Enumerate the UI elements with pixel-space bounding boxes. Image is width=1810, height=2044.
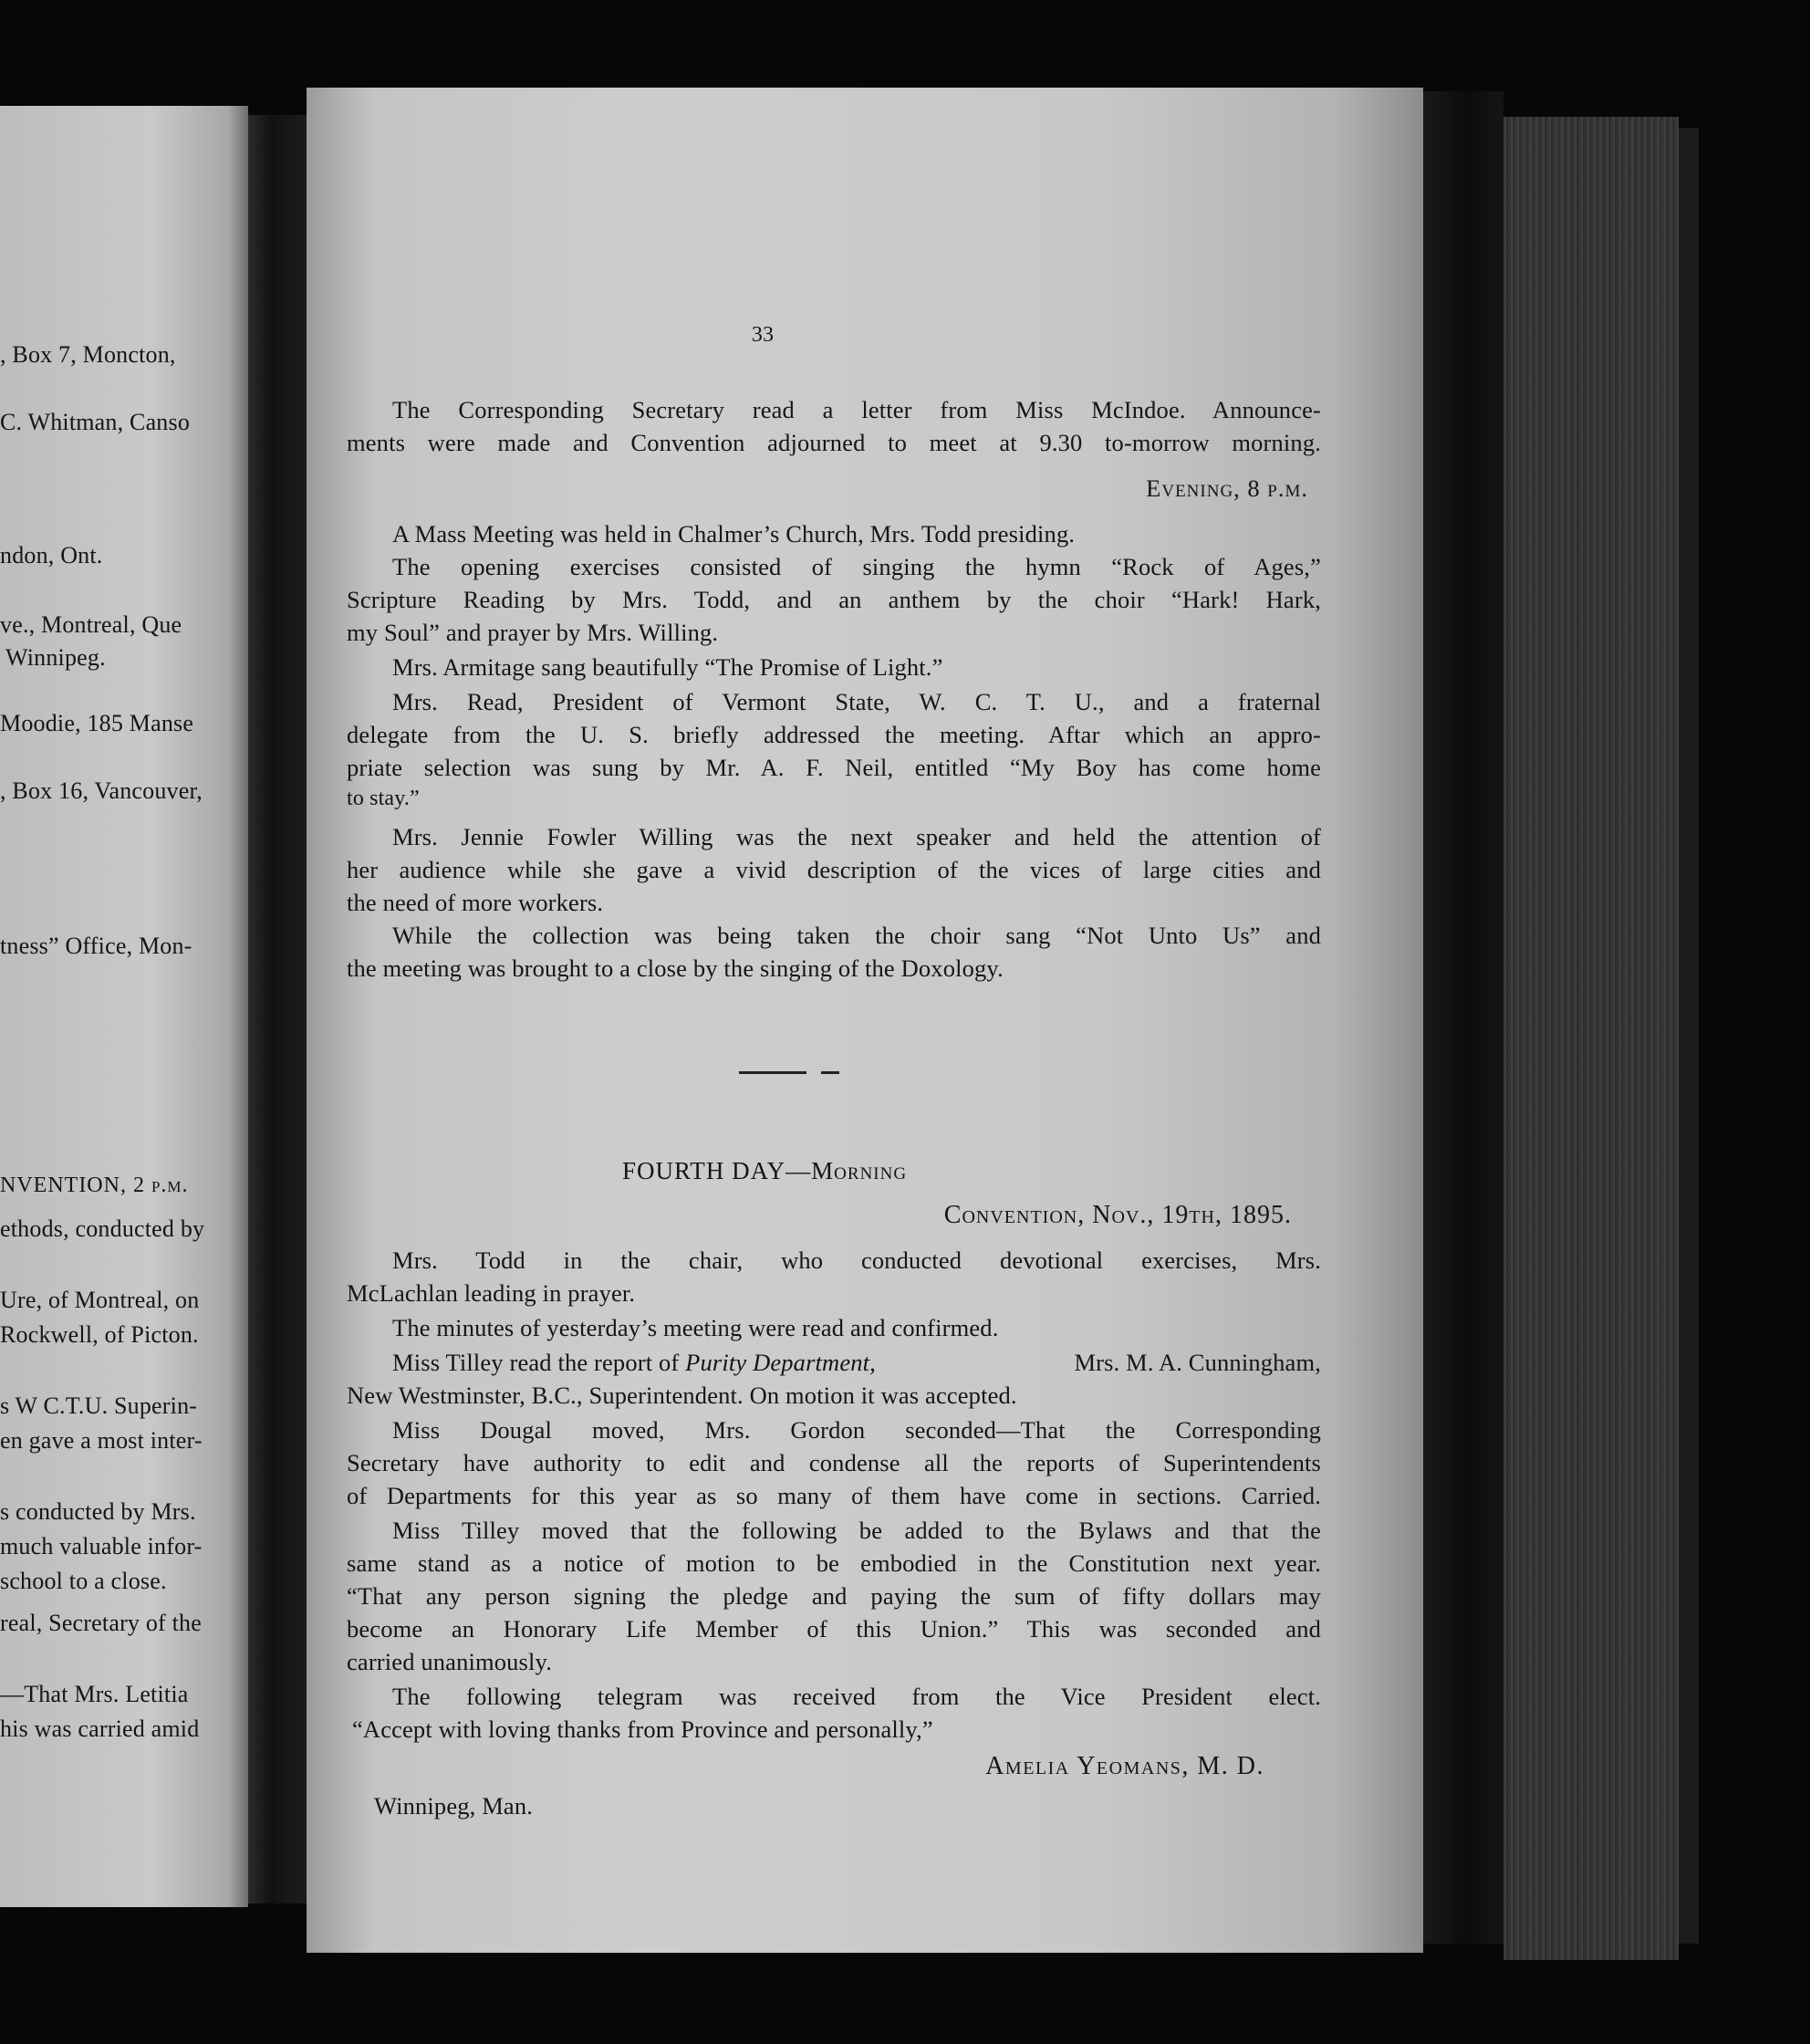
paragraph-line: Mrs. Read, President of Vermont State, W. C. T. U., and a fraternal xyxy=(392,688,1321,715)
page-gutter xyxy=(248,115,307,1903)
paragraph-line: Mrs. Todd in the chair, who conducted devotional exercises, Mrs. xyxy=(392,1246,1321,1274)
left-page-line: ndon, Ont. xyxy=(0,542,103,568)
left-page-line: s conducted by Mrs. xyxy=(0,1498,196,1525)
telegram-signature: Amelia Yeomans, M. D. xyxy=(985,1752,1264,1780)
paragraph-line: the meeting was brought to a close by the singing of the Doxology. xyxy=(347,954,1004,982)
left-page-line: his was carried amid xyxy=(0,1716,200,1742)
paragraph-line: Scripture Reading by Mrs. Todd, and an anthem by the choir “Hark! Hark, xyxy=(347,586,1321,613)
tilley-report-text xyxy=(392,1349,876,1377)
convention-date-heading: Convention, Nov., 19th, 1895. xyxy=(943,1201,1292,1229)
section-divider xyxy=(821,1071,839,1074)
left-page-line: much valuable infor- xyxy=(0,1533,203,1559)
paragraph-line: Mrs. Armitage sang beautifully “The Promise of Light.” xyxy=(392,653,943,681)
left-page-line: s W C.T.U. Superin- xyxy=(0,1392,198,1419)
paragraph-line: delegate from the U. S. briefly addressed the meeting. Aftar which an appro- xyxy=(347,721,1321,748)
paragraph-line: A Mass Meeting was held in Chalmer’s Church, Mrs. Todd presiding. xyxy=(392,520,1076,548)
left-page-line: ve., Montreal, Que xyxy=(0,611,182,638)
paragraph-line: her audience while she gave a vivid description of the vices of large cities and xyxy=(347,856,1321,883)
section-heading xyxy=(622,1157,907,1185)
paragraph-line: Miss Dougal moved, Mrs. Gordon seconded—That the Corresponding xyxy=(392,1416,1321,1444)
paragraph-line: become an Honorary Life Member of this Union.” This was seconded and xyxy=(347,1615,1321,1642)
paragraph-line: carried unanimously. xyxy=(347,1648,552,1675)
paragraph-line: The following telegram was received from the Vice President elect. xyxy=(392,1683,1321,1710)
paragraph-line: my Soul” and prayer by Mrs. Willing. xyxy=(347,619,719,646)
paragraph-line xyxy=(392,1349,1321,1377)
book-page-block-edge xyxy=(1679,128,1699,1944)
paragraph-line: The opening exercises consisted of singing the hymn “Rock of Ages,” xyxy=(392,553,1321,580)
purity-department-title: Purity Department, xyxy=(685,1349,876,1376)
tilley-report-before: Miss Tilley read the report of xyxy=(392,1349,686,1376)
paragraph-line: of Departments for this year as so many of them have come in sections. Carried. xyxy=(347,1482,1321,1509)
paragraph-line: New Westminster, B.C., Superintendent. On motion it was accepted. xyxy=(347,1382,1017,1409)
paragraph-line: Mrs. Jennie Fowler Willing was the next speaker and held the attention of xyxy=(392,823,1321,850)
paragraph-line: “That any person signing the pledge and paying the sum of fifty dollars may xyxy=(347,1582,1321,1610)
left-page-line: Winnipeg. xyxy=(5,644,106,671)
left-page-line: Ure, of Montreal, on xyxy=(0,1287,200,1313)
page-number: 33 xyxy=(751,323,775,347)
paragraph-line: to stay.” xyxy=(347,787,420,810)
left-page-line: en gave a most inter- xyxy=(0,1427,203,1454)
paragraph-line: The Corresponding Secretary read a letter from Miss McIndoe. Announce- xyxy=(392,396,1321,423)
paragraph-line: same stand as a notice of motion to be embodied in the Constitution next year. xyxy=(347,1549,1321,1577)
left-page xyxy=(0,106,248,1907)
left-page-line: NVENTION, 2 p.m. xyxy=(0,1173,189,1197)
section-heading-day: FOURTH DAY— xyxy=(622,1157,812,1184)
paragraph-line: ments were made and Convention adjourned to meet at 9.30 to-morrow morning. xyxy=(347,429,1321,456)
paragraph-line: McLachlan leading in prayer. xyxy=(347,1279,636,1307)
telegram-quote: “Accept with loving thanks from Province and personally,” xyxy=(352,1716,933,1743)
left-page-line: , Box 7, Moncton, xyxy=(0,341,176,368)
left-page-line: —That Mrs. Letitia xyxy=(0,1681,189,1707)
left-page-line: Moodie, 185 Manse xyxy=(0,710,194,736)
paragraph-line: the need of more workers. xyxy=(347,889,604,916)
left-page-line: school to a close. xyxy=(0,1568,167,1594)
section-divider xyxy=(739,1071,806,1074)
section-heading-session: Morning xyxy=(811,1157,908,1184)
left-page-line: , Box 16, Vancouver, xyxy=(0,777,203,804)
left-page-line: ethods, conducted by xyxy=(0,1215,205,1242)
left-page-line: tness” Office, Mon- xyxy=(0,933,192,959)
left-page-line: real, Secretary of the xyxy=(0,1610,202,1636)
evening-heading: Evening, 8 p.m. xyxy=(1146,474,1308,502)
paragraph-line: While the collection was being taken the choir sang “Not Unto Us” and xyxy=(392,922,1321,949)
paragraph-line: priate selection was sung by Mr. A. F. Neil, entitled “My Boy has come home xyxy=(347,754,1321,781)
book-page-block xyxy=(1503,117,1679,1960)
paragraph-line: The minutes of yesterday’s meeting were read and confirmed. xyxy=(392,1314,999,1341)
right-page xyxy=(307,88,1423,1953)
book-edge xyxy=(1423,91,1503,1944)
left-page-line: C. Whitman, Canso xyxy=(0,409,191,435)
telegram-place: Winnipeg, Man. xyxy=(374,1792,533,1820)
paragraph-line: Secretary have authority to edit and condense all the reports of Superintendents xyxy=(347,1449,1321,1476)
left-page-line: Rockwell, of Picton. xyxy=(0,1321,199,1348)
paragraph-line: Miss Tilley moved that the following be added to the Bylaws and that the xyxy=(392,1517,1321,1544)
tilley-report-after: Mrs. M. A. Cunningham, xyxy=(1074,1349,1321,1376)
